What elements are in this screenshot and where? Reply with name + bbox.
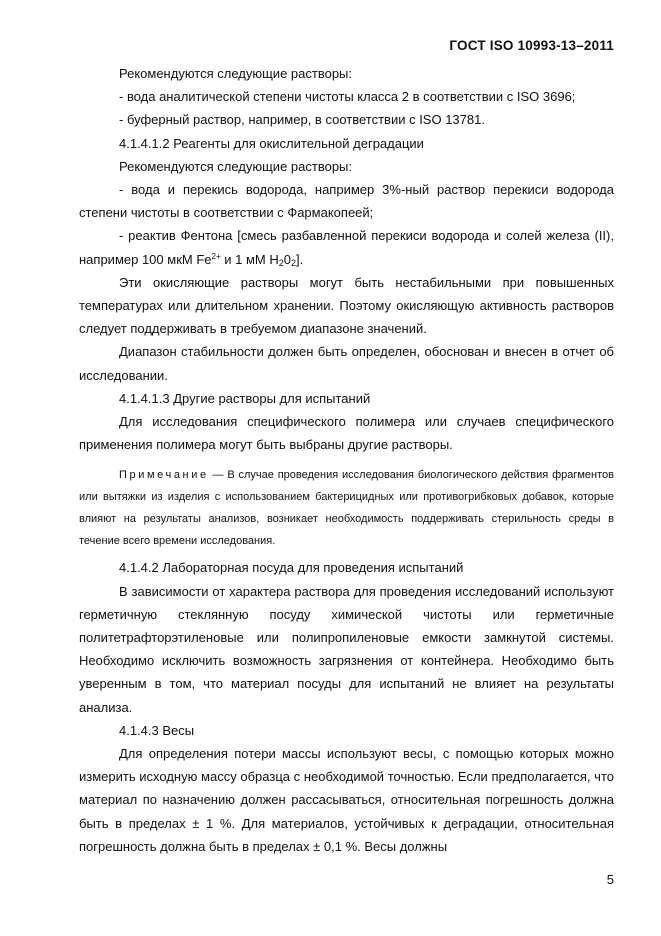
- paragraph-balance: Для определения потери массы используют весы, с помощью которых можно измерить исходную массу образца с необходимой точностью. Если предполагается, что материал по назначению должен рассасываться, относительная погрешность должна быть в пределах ± 1 %. Для материалов, устойчивых к деградации, относительная погрешность должна быть в пределах ± 0,1 %. Весы должны: [79, 746, 614, 854]
- section-heading-oxidative-reagents: 4.1.4.1.2 Реагенты для окислительной деградации: [119, 135, 424, 151]
- page-number: 5: [606, 872, 614, 887]
- fenton-text-2: и 1 мМ H: [220, 251, 279, 267]
- paragraph-other-solutions: Для исследования специфического полимера или случаев специфического применения полимера могут быть выбраны другие растворы.: [79, 414, 614, 453]
- document-body: [79, 62, 614, 858]
- note-paragraph: [79, 464, 614, 552]
- section-heading-other-solutions: 4.1.4.1.3 Другие растворы для испытаний: [119, 390, 371, 406]
- fenton-text-3: 0: [283, 251, 291, 267]
- list-item-fenton: [79, 224, 614, 270]
- fenton-text-4: ].: [295, 251, 304, 267]
- paragraph-stability-range: Диапазон стабильности должен быть определен, обоснован и внесен в отчет об исследовании.: [79, 344, 614, 383]
- list-item-buffer: - буферный раствор, например, в соответствии с ISO 13781.: [119, 112, 485, 128]
- paragraph-recommended-solutions: Рекомендуются следующие растворы:: [119, 66, 353, 81]
- section-heading-balance: 4.1.4.3 Весы: [119, 722, 195, 738]
- fenton-subscript-2: 2: [290, 257, 296, 268]
- fenton-text-1: - реактив Фентона [смесь разбавленной перекиси водорода и солей железа (II), например 100 мкМ Fe: [79, 228, 614, 267]
- list-item-peroxide: - вода и перекись водорода, например 3%-ный раствор перекиси водорода степени чистоты в соответствии с Фармакопеей;: [79, 182, 614, 221]
- fenton-subscript-1: 2: [278, 257, 284, 268]
- paragraph-recommended-solutions-2: Рекомендуются следующие растворы:: [119, 158, 353, 174]
- note-label: Примечание: [119, 469, 209, 482]
- list-item-water: - вода аналитической степени чистоты класса 2 в соответствии с ISO 3696;: [119, 89, 576, 105]
- note-text: — В случае проведения исследования биологического действия фрагментов или вытяжки из изделия с использованием бактерицидных или противогрибковых добавок, которые влияют на результаты анализов, возникает необходимость поддерживать стерильность среды в течение всего времени исследования.: [79, 469, 614, 548]
- paragraph-labware: В зависимости от характера раствора для проведения исследований используют герметичную стеклянную посуду химической чистоты или герметичные политетрафторэтиленовые или полипропиленовые емкости замкнутой системы. Необходимо исключить возможность загрязнения от контейнера. Необходимо быть уверенным в том, что материал посуды для испытаний не влияет на результаты анализа.: [79, 583, 614, 715]
- document-header: ГОСТ ISO 10993-13–2011: [449, 38, 614, 53]
- section-heading-labware: 4.1.4.2 Лабораторная посуда для проведения испытаний: [119, 560, 464, 576]
- fenton-superscript: 2+: [211, 251, 221, 261]
- paragraph-oxidizing-stability: Эти окисляющие растворы могут быть нестабильными при повышенных температурах или длительном хранении. Поэтому окисляющую активность растворов следует поддерживать в требуемом диапазоне значений.: [79, 274, 614, 337]
